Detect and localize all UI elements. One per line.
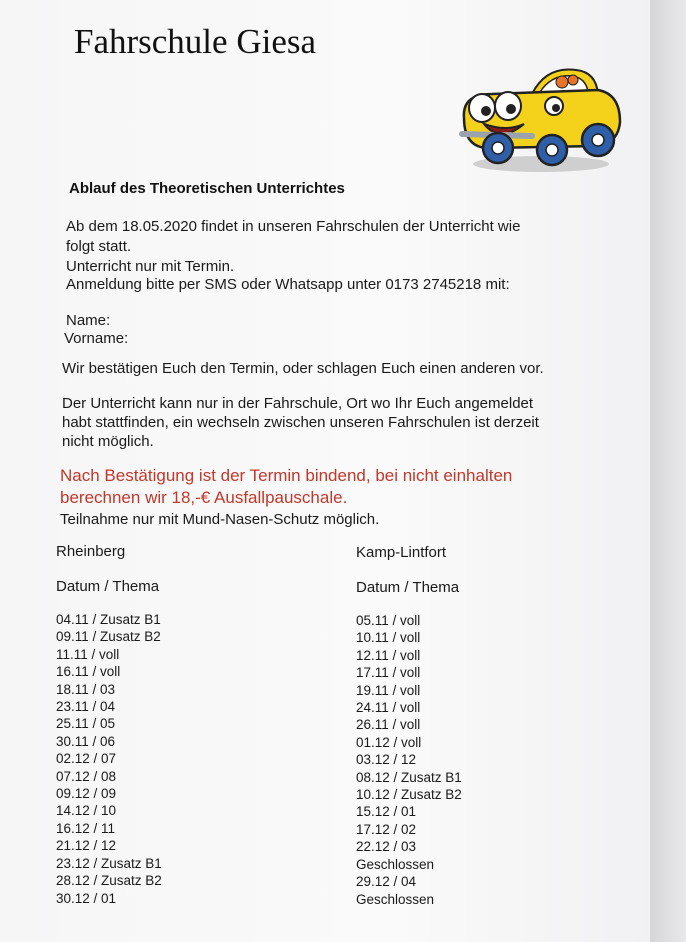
location-line-1: Der Unterricht kann nur in der Fahrschule, Ort wo Ihr Euch angemeldet — [62, 395, 534, 412]
schedule-city: Kamp-Lintfort — [356, 544, 447, 561]
intro-line-4: Anmeldung bitte per SMS oder Whatsapp unter 0173 2745218 mit: — [66, 276, 510, 293]
confirm-text: Wir bestätigen Euch den Termin, oder schlagen Euch einen anderen vor. — [62, 360, 544, 377]
schedule-entry: 18.11 / 03 — [56, 681, 116, 697]
schedule-entry: 24.11 / voll — [356, 700, 421, 716]
schedule-entry: 03.12 / 12 — [356, 752, 417, 768]
schedule-entry: 23.12 / Zusatz B1 — [56, 855, 162, 871]
schedule-entry: 02.12 / 07 — [56, 751, 117, 767]
schedule-entry: 21.12 / 12 — [56, 838, 117, 854]
schedule-list — [356, 612, 462, 908]
schedule-entry: 28.12 / Zusatz B2 — [56, 873, 162, 889]
schedule-entry: 09.12 / 09 — [56, 786, 117, 802]
schedule-entry: 22.12 / 03 — [356, 839, 417, 855]
location-line-2: habt stattfinden, ein wechseln zwischen unseren Fahrschulen ist derzeit — [62, 414, 539, 431]
cartoon-car-icon — [458, 60, 624, 176]
schedule-list — [56, 611, 162, 907]
section-heading: Ablauf des Theoretischen Unterrichtes — [69, 180, 345, 197]
schedule-entry: 30.12 / 01 — [56, 890, 117, 906]
schedule-entry: 16.12 / 11 — [56, 820, 116, 836]
location-line-3: nicht möglich. — [62, 433, 154, 450]
name-field-label: Name: — [66, 312, 111, 329]
schedule-entry: 01.12 / voll — [356, 734, 422, 750]
schedule-entry: Geschlossen — [356, 856, 435, 872]
schedule-header: Datum / Thema — [56, 578, 160, 595]
schedule-entry: 07.12 / 08 — [56, 768, 117, 784]
schedule-entry: 19.11 / voll — [356, 682, 421, 698]
warning-line-1: Nach Bestätigung ist der Termin bindend, bei nicht einhalten — [60, 466, 513, 485]
schedule-city: Rheinberg — [56, 543, 126, 560]
schedule-entry: 08.12 / Zusatz B1 — [356, 769, 462, 785]
schedule-entry: 16.11 / voll — [56, 664, 121, 680]
schedule-entry: 30.11 / 06 — [56, 733, 116, 749]
page-title: Fahrschule Giesa — [74, 22, 317, 61]
background-edge — [650, 0, 686, 942]
schedule-entry: 14.12 / 10 — [56, 803, 117, 819]
schedule-entry: 17.12 / 02 — [356, 821, 417, 837]
schedule-kamp-lintfort — [356, 544, 462, 908]
intro-line-1: Ab dem 18.05.2020 findet in unseren Fahrschulen der Unterricht wie — [66, 218, 521, 235]
schedule-entry: 17.11 / voll — [356, 665, 421, 681]
schedule-entry: 23.11 / 04 — [56, 699, 116, 715]
schedule-entry: 12.11 / voll — [356, 647, 421, 663]
intro-line-3: Unterricht nur mit Termin. — [66, 258, 235, 275]
schedule-entry: 29.12 / 04 — [356, 874, 417, 890]
schedule-rheinberg — [56, 543, 162, 907]
warning-line-2: berechnen wir 18,-€ Ausfallpauschale. — [60, 488, 348, 507]
schedule-entry: 15.12 / 01 — [356, 804, 417, 820]
vorname-field-label: Vorname: — [64, 330, 129, 347]
schedule-entry: 11.11 / voll — [56, 646, 120, 662]
schedule-header: Datum / Thema — [356, 579, 460, 596]
schedule-entry: 26.11 / voll — [356, 717, 421, 733]
schedule-entry: 25.11 / 05 — [56, 716, 116, 732]
schedule-entry: 10.11 / voll — [356, 630, 421, 646]
schedule-entry: 09.11 / Zusatz B2 — [56, 629, 161, 645]
schedule-entry: 04.11 / Zusatz B1 — [56, 612, 161, 627]
intro-line-2: folgt statt. — [66, 238, 132, 255]
schedule-entry: Geschlossen — [356, 891, 435, 907]
schedule-entry: 10.12 / Zusatz B2 — [356, 787, 462, 803]
schedule-entry: 05.11 / voll — [356, 613, 421, 628]
mask-note: Teilnahme nur mit Mund-Nasen-Schutz möglich. — [60, 511, 380, 528]
